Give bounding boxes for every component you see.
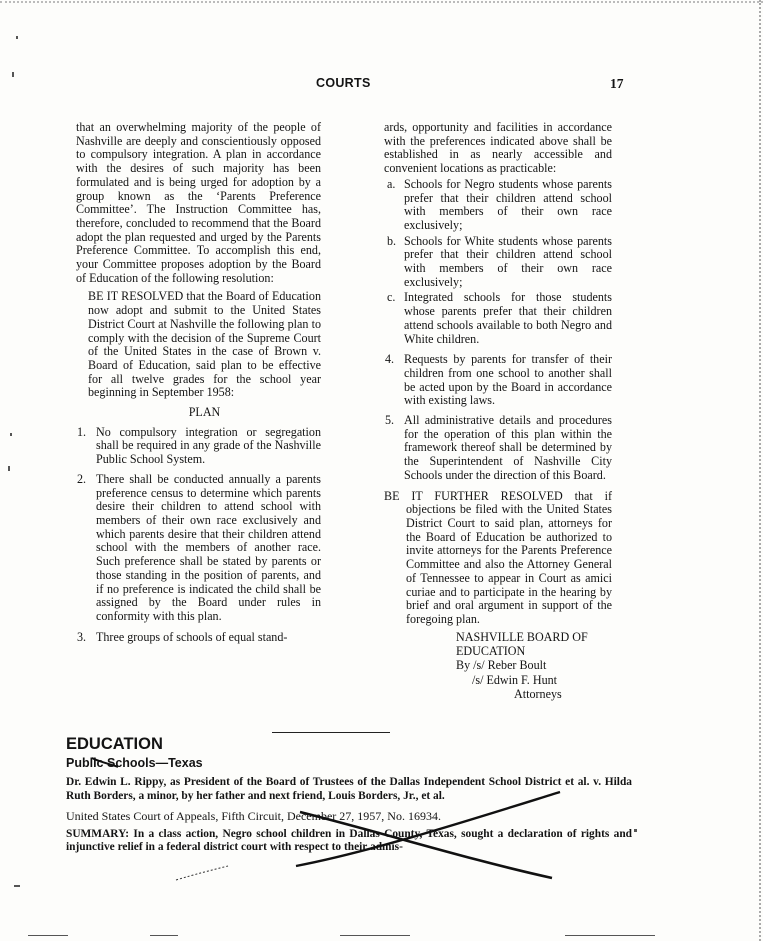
plan-subitem-text: Schools for White students whose parents prefer that their children attend school with members of their own race exclusively; bbox=[404, 233, 612, 289]
signature-block bbox=[384, 630, 612, 701]
plan-item-number: 3. bbox=[77, 629, 87, 644]
signature-board-line: NASHVILLE BOARD OF bbox=[456, 629, 588, 644]
signature-board-line: EDUCATION bbox=[456, 643, 526, 658]
case-summary: SUMMARY: In a class action, Negro school children in Dallas County, Texas, sought a declaration of rights and injunctive relief in a federal district court with respect to their admis- bbox=[66, 827, 632, 854]
scan-speck bbox=[634, 829, 637, 832]
signature-second-line: /s/ Edwin F. Hunt bbox=[472, 672, 558, 687]
signature-by-line: By /s/ Reber Boult bbox=[456, 658, 547, 673]
scan-edge-bottom bbox=[28, 935, 68, 936]
plan-item-text: No compulsory integration or segregation shall be required in any grade of the Nashville Public School System. bbox=[96, 424, 321, 467]
scan-speck bbox=[8, 466, 10, 471]
plan-item bbox=[384, 353, 612, 408]
plan-item-text: Three groups of schools of equal stand- bbox=[96, 629, 288, 644]
plan-item bbox=[76, 631, 321, 645]
next-section bbox=[66, 735, 632, 855]
plan-item bbox=[76, 426, 321, 467]
scan-edge-bottom bbox=[150, 935, 178, 936]
scan-edge-top bbox=[0, 1, 763, 3]
plan-item bbox=[76, 473, 321, 624]
plan-subitem bbox=[384, 291, 612, 346]
intro-paragraph: that an overwhelming majority of the people of Nashville are deeply and conscientiously opposed to compulsory integration. A plan in accordance with the desires of such majority has been formulated and is being urged for adoption by a group known as the ‘Parents Preference Committee’. The Instruction Committee has, therefore, concluded to recommend that the Board adopt the plan requested and urged by the Parents Preference Committee. To accomplish this end, your Committee proposes adoption by the Board of Education of the following resolution: bbox=[76, 120, 321, 285]
scan-edge-bottom bbox=[565, 935, 655, 936]
signature-attorneys-line: Attorneys bbox=[514, 686, 562, 701]
plan-item-number: 5. bbox=[385, 413, 395, 428]
case-caption: Dr. Edwin L. Rippy, as President of the Board of Trustees of the Dallas Independent School District et al. v. Hilda Ruth Borders, a minor, by her father and next friend, Louis Borders, Jr., et al. bbox=[66, 776, 632, 802]
plan-subitem-letter: b. bbox=[387, 233, 397, 248]
plan-subitem bbox=[384, 178, 612, 233]
left-column bbox=[76, 121, 321, 644]
page-number: 17 bbox=[610, 76, 624, 91]
plan-item-number: 4. bbox=[385, 352, 395, 367]
continuation-paragraph: ards, opportunity and facilities in accordance with the preferences indicated above shall be established in as nearly accessible and convenient locations as practicable: bbox=[384, 120, 612, 176]
plan-item-number: 2. bbox=[77, 471, 87, 486]
plan-item-number: 1. bbox=[77, 424, 87, 439]
scan-edge-bottom bbox=[340, 935, 410, 936]
plan-item-text: There shall be conducted annually a parents preference census to determine which parents desire their children to attend school with members of their own race exclusively and which parents desire that their children attend school with the members of another race. Such preference shall be stated by parents or those standing in the position of parents, and if no preference is indicated the child shall be assigned by the Board under rules in conformity with this plan. bbox=[96, 471, 321, 623]
plan-item-text: All administrative details and procedures for the operation of this plan within the framework thereof shall be determined by the Superintendent of Nashville City Schools under the direction of this Board. bbox=[404, 413, 612, 482]
plan-subitem bbox=[384, 235, 612, 290]
plan-subitem-letter: c. bbox=[387, 290, 396, 305]
section-title: EDUCATION bbox=[66, 735, 163, 753]
running-head bbox=[0, 76, 763, 92]
plan-item bbox=[384, 414, 612, 483]
scan-speck bbox=[14, 885, 20, 887]
plan-subitem-text: Schools for Negro students whose parents prefer that their children attend school with members of their own race exclusively; bbox=[404, 176, 612, 232]
scan-speck bbox=[10, 433, 12, 436]
further-resolution-paragraph: BE IT FURTHER RESOLVED that if objections be filed with the United States District Court to said plan, attorneys for the Board of Education be authorized to invite attorneys for the Parents Preference Committee and also the Attorney General of Tennessee to appear in Court as amici curiae and to participate in the hearing by brief and oral argument in support of the foregoing plan. bbox=[384, 488, 612, 626]
case-citation: United States Court of Appeals, Fifth Circuit, December 27, 1957, No. 16934. bbox=[66, 808, 441, 823]
plan-heading: PLAN bbox=[188, 405, 221, 420]
column-end-rule bbox=[272, 732, 390, 733]
right-column bbox=[384, 121, 612, 701]
plan-subitem-text: Integrated schools for those students whose parents prefer that their children attend schools available to both Negro and White children. bbox=[404, 290, 612, 346]
plan-subitem-letter: a. bbox=[387, 176, 396, 191]
scan-edge-right bbox=[759, 0, 761, 941]
strike-stroke bbox=[176, 866, 228, 880]
scan-speck bbox=[16, 36, 18, 39]
running-head-title: COURTS bbox=[316, 76, 371, 90]
resolution-paragraph: BE IT RESOLVED that the Board of Education now adopt and submit to the United States District Court at Nashville the following plan to comply with the decision of the Supreme Court of the United States in the case of Brown v. Board of Education, said plan to be effective for all twelve grades for the school year beginning in September 1958: bbox=[88, 289, 321, 400]
plan-item-text: Requests by parents for transfer of their children from one school to another shall be acted upon by the Board in accordance with existing laws. bbox=[404, 352, 612, 408]
section-subtitle: Public Schools—Texas bbox=[66, 756, 203, 770]
